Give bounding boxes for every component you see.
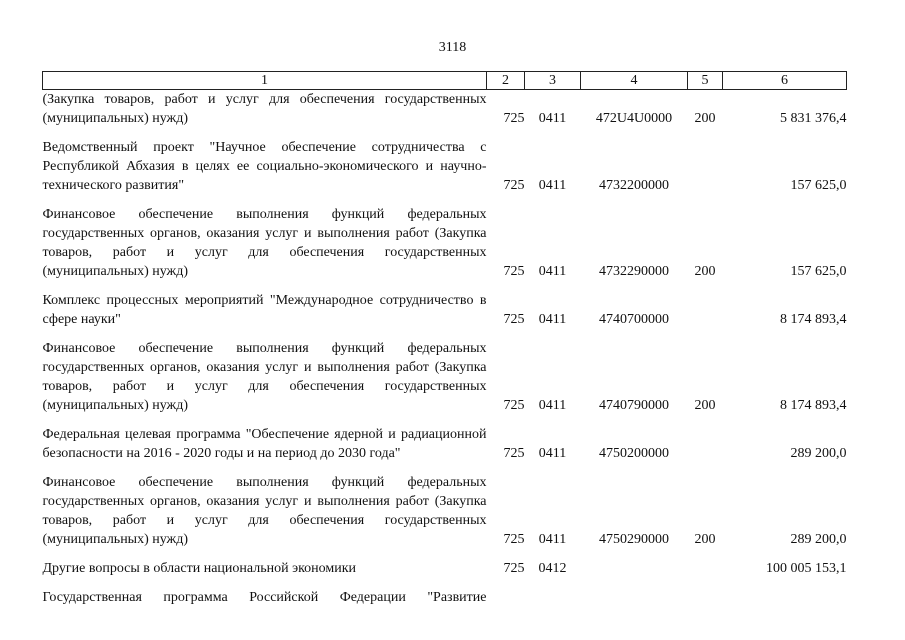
- row-sum: 8 174 893,4: [780, 312, 847, 327]
- row-sum: 5 831 376,4: [780, 111, 847, 126]
- row-ved: 725: [503, 178, 525, 193]
- row-vr: [688, 281, 723, 329]
- row-csr: 4740790000: [599, 398, 669, 413]
- table-header-row: [43, 72, 847, 90]
- row-vr: 200: [694, 398, 716, 413]
- row-ved: 725: [503, 532, 525, 547]
- row-sum: 157 625,0: [790, 178, 847, 193]
- row-vr: 200: [694, 264, 716, 279]
- row-vr: [688, 415, 723, 463]
- row-csr: [581, 549, 688, 578]
- row-rz: [525, 578, 581, 607]
- row-rz: 0411: [538, 312, 567, 327]
- table-row: [43, 549, 847, 578]
- row-name: Финансовое обеспечение выполнения функций федеральных государственных органов, оказания услуг и выполнения работ (Закупка товаров, работ и услуг для обеспечения государственных (муниципальных) нужд): [42, 475, 487, 547]
- column-header: 2: [487, 72, 525, 90]
- table-row: [43, 281, 847, 329]
- column-header: 5: [688, 72, 723, 90]
- row-name: Финансовое обеспечение выполнения функций федеральных государственных органов, оказания услуг и выполнения работ (Закупка товаров, работ и услуг для обеспечения государственных (муниципальных) нужд): [42, 207, 487, 279]
- row-rz: 0412: [538, 561, 567, 576]
- row-name: Государственная программа Российской Федерации "Развитие: [42, 590, 487, 605]
- row-name: Федеральная целевая программа "Обеспечение ядерной и радиационной безопасности на 2016 - 2020 годы и на период до 2030 года": [42, 427, 487, 461]
- row-ved: [487, 578, 525, 607]
- row-sum: [723, 578, 847, 607]
- row-vr: 200: [694, 532, 716, 547]
- table-row: [43, 415, 847, 463]
- table-row: [43, 195, 847, 281]
- row-ved: 725: [503, 312, 525, 327]
- table-row: [43, 128, 847, 195]
- row-rz: 0411: [538, 446, 567, 461]
- column-header: 3: [525, 72, 581, 90]
- row-name: (Закупка товаров, работ и услуг для обеспечения государственных (муниципальных) нужд): [42, 92, 487, 126]
- row-csr: 4732290000: [599, 264, 669, 279]
- row-csr: 4750200000: [599, 446, 669, 461]
- row-ved: 725: [503, 561, 525, 576]
- row-rz: 0411: [538, 264, 567, 279]
- row-csr: 4732200000: [599, 178, 669, 193]
- table-row: [43, 90, 847, 129]
- row-ved: 725: [503, 264, 525, 279]
- row-ved: 725: [503, 446, 525, 461]
- column-header: 4: [581, 72, 688, 90]
- row-vr: [688, 549, 723, 578]
- row-csr: 4750290000: [599, 532, 669, 547]
- row-name: Ведомственный проект "Научное обеспечение сотрудничества с Республикой Абхазия в целях ее социально-экономического и научно-технического развития": [42, 140, 487, 193]
- table-row: [43, 329, 847, 415]
- row-rz: 0411: [538, 398, 567, 413]
- row-ved: 725: [503, 111, 525, 126]
- row-rz: 0411: [538, 178, 567, 193]
- row-name: Комплекс процессных мероприятий "Международное сотрудничество в сфере науки": [42, 293, 487, 327]
- column-header: 1: [43, 72, 487, 90]
- row-sum: 100 005 153,1: [766, 561, 847, 576]
- row-sum: 8 174 893,4: [780, 398, 847, 413]
- budget-table: [42, 71, 847, 607]
- table-row: [43, 463, 847, 549]
- row-csr: 4740700000: [599, 312, 669, 327]
- row-csr: [581, 578, 688, 607]
- row-rz: 0411: [538, 532, 567, 547]
- table-row: [43, 578, 847, 607]
- row-rz: 0411: [538, 111, 567, 126]
- row-vr: [688, 128, 723, 195]
- row-name: Другие вопросы в области национальной экономики: [42, 561, 357, 576]
- column-header: 6: [723, 72, 847, 90]
- row-ved: 725: [503, 398, 525, 413]
- row-sum: 289 200,0: [790, 532, 847, 547]
- row-vr: 200: [694, 111, 716, 126]
- row-csr: 472U4U0000: [595, 111, 673, 126]
- row-sum: 289 200,0: [790, 446, 847, 461]
- row-name: Финансовое обеспечение выполнения функций федеральных государственных органов, оказания услуг и выполнения работ (Закупка товаров, работ и услуг для обеспечения государственных (муниципальных) нужд): [42, 341, 487, 413]
- row-vr: [688, 578, 723, 607]
- row-sum: 157 625,0: [790, 264, 847, 279]
- page-number: 3118: [438, 40, 467, 55]
